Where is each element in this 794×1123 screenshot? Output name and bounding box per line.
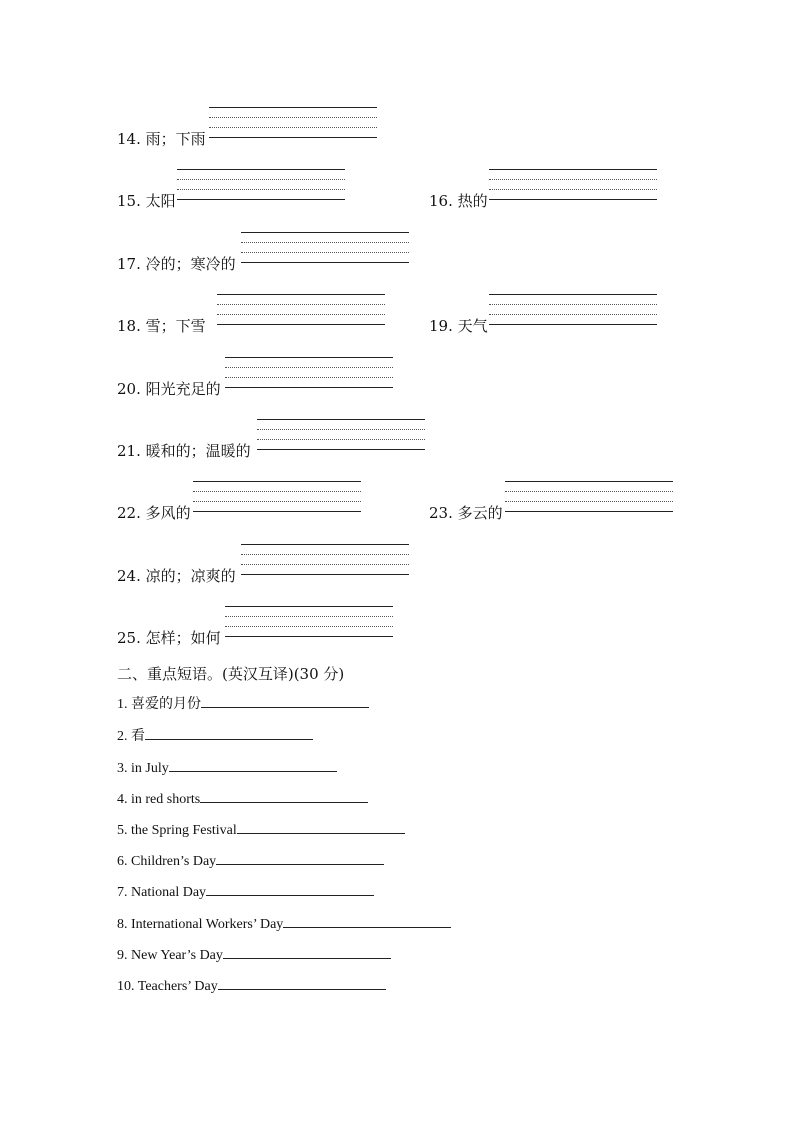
answer-blank[interactable] (223, 957, 391, 959)
phrase-item-6: 6. Children’s Day (117, 853, 384, 871)
writing-guide[interactable] (489, 294, 657, 324)
vocab-label: 20. 阳光充足的 (117, 380, 221, 398)
phrase-item-9: 9. New Year’s Day (117, 947, 391, 965)
writing-guide[interactable] (241, 232, 409, 262)
vocab-label: 25. 怎样；如何 (117, 629, 221, 647)
writing-guide[interactable] (217, 294, 385, 324)
phrase-item-7: 7. National Day (117, 884, 374, 902)
vocab-label: 18. 雪；下雪 (117, 317, 206, 335)
answer-blank[interactable] (200, 801, 368, 803)
writing-guide[interactable] (225, 606, 393, 636)
writing-guide[interactable] (489, 169, 657, 199)
phrase-item-10: 10. Teachers’ Day (117, 978, 386, 996)
writing-guide[interactable] (241, 544, 409, 574)
writing-guide[interactable] (257, 419, 425, 449)
writing-guide[interactable] (193, 481, 361, 511)
answer-blank[interactable] (216, 863, 384, 865)
phrase-item-2: 2. 看 (117, 728, 313, 746)
answer-blank[interactable] (218, 988, 386, 990)
vocab-label: 15. 太阳 (117, 192, 176, 210)
vocab-label: 19. 天气 (429, 317, 488, 335)
writing-guide[interactable] (209, 107, 377, 137)
phrase-item-8: 8. International Workers’ Day (117, 916, 451, 934)
phrase-item-3: 3. in July (117, 760, 337, 778)
phrase-item-4: 4. in red shorts (117, 791, 368, 809)
answer-blank[interactable] (206, 894, 374, 896)
answer-blank[interactable] (169, 770, 337, 772)
vocab-label: 14. 雨；下雨 (117, 130, 206, 148)
phrase-item-5: 5. the Spring Festival (117, 822, 405, 840)
writing-guide[interactable] (225, 357, 393, 387)
writing-guide[interactable] (505, 481, 673, 511)
vocab-label: 21. 暖和的；温暖的 (117, 442, 251, 460)
vocab-label: 23. 多云的 (429, 504, 503, 522)
vocab-label: 22. 多风的 (117, 504, 191, 522)
vocab-label: 17. 冷的；寒冷的 (117, 255, 236, 273)
vocab-label: 16. 热的 (429, 192, 488, 210)
writing-guide[interactable] (177, 169, 345, 199)
answer-blank[interactable] (145, 738, 313, 740)
vocab-label: 24. 凉的；凉爽的 (117, 567, 236, 585)
answer-blank[interactable] (237, 832, 405, 834)
answer-blank[interactable] (201, 706, 369, 708)
phrase-item-1: 1. 喜爱的月份 (117, 696, 369, 714)
answer-blank[interactable] (283, 926, 451, 928)
section-heading: 二、重点短语。(英汉互译)(30 分) (117, 665, 345, 683)
